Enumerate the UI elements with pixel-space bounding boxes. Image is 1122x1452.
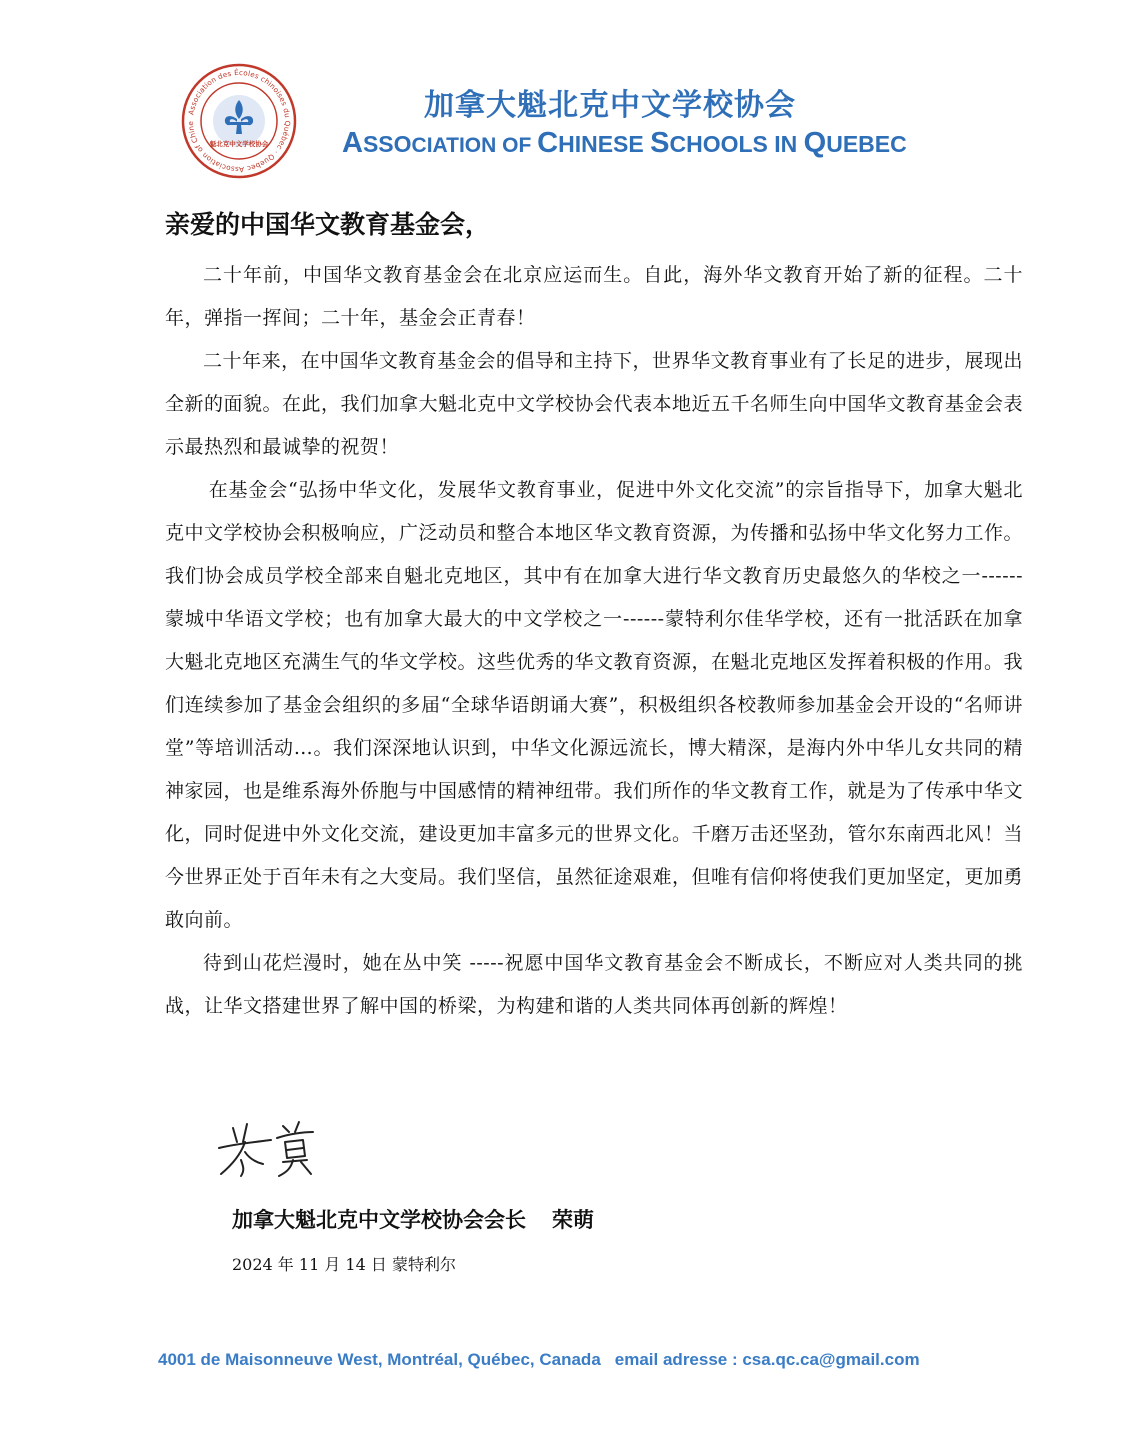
- logo-seal-graphic: [180, 62, 298, 180]
- letter-body: [165, 254, 1023, 1028]
- letter-paragraph-2: 二十年来，在中国华文教育基金会的倡导和主持下，世界华文教育事业有了长足的进步，展现出全新的面貌。在此，我们加拿大魁北克中文学校协会代表本地近五千名师生向中国华文教育基金会表示最热烈和最诚挚的祝贺！: [165, 350, 1024, 458]
- svg-text:Association des Écoles chinois: Association des Écoles chinoises du Québec · Quebec Association of Chine: [185, 67, 293, 175]
- footer-address: 4001 de Maisonneuve West, Montréal, Québec, Canada: [158, 1350, 601, 1369]
- association-logo: [180, 62, 298, 180]
- letter-paragraph-1: 二十年前，中国华文教育基金会在北京应运而生。自此，海外华文教育开始了新的征程。二十年，弹指一挥间；二十年，基金会正青春！: [165, 264, 1023, 329]
- letter-paragraph-3: 在基金会“弘扬中华文化，发展华文教育事业，促进中外文化交流”的宗旨指导下，加拿大魁北克中文学校协会积极响应，广泛动员和整合本地区华文教育资源，为传播和弘扬中华文化努力工作。我们协会成员学校全部来自魁北克地区，其中有在加拿大进行华文教育历史最悠久的华校之一------ 蒙城中华语文学校；也有加拿大最大的中文学校之一------蒙特利尔佳华学校，还有一批活跃在加拿大魁北克地区充满生气的华文学校。这些优秀的华文教育资源，在魁北克地区发挥着积极的作用。我们连续参加了基金会组织的多届“全球华语朗诵大赛”，积极组织各校教师参加基金会开设的“名师讲堂”等培训活动…。我们深深地认识到，中华文化源远流长，博大精深，是海内外中华儿女共同的精神家园，也是维系海外侨胞与中国感情的精神纽带。我们所作的华文教育工作，就是为了传承中华文化，同时促进中外文化交流，建设更加丰富多元的世界文化。千磨万击还坚劲，管尔东南西北风！当今世界正处于百年未有之大变局。我们坚信，虽然征途艰难，但唯有信仰将使我们更加坚定，更加勇敢向前。: [165, 479, 1024, 931]
- signature-position: 加拿大魁北克中文学校协会会长: [232, 1207, 526, 1232]
- letter-salutation: 亲爱的中国华文教育基金会，: [165, 210, 491, 239]
- signature-title: [232, 1204, 594, 1234]
- letter-paragraph-4: 待到山花烂漫时，她在丛中笑 -----祝愿中国华文教育基金会不断成长，不断应对人类共同的挑战，让华文搭建世界了解中国的桥梁，为构建和谐的人类共同体再创新的辉煌！: [165, 952, 1023, 1017]
- letter-date: 2024 年 11 月 14 日 蒙特利尔: [232, 1255, 456, 1274]
- footer-email: email adresse : csa.qc.ca@gmail.com: [614, 1350, 920, 1369]
- header-title-english: ASSOCIATION OF CHINESE SCHOOLS IN QUEBEC: [342, 127, 907, 159]
- footer-contact: [158, 1350, 920, 1370]
- svg-text:魁北克中文学校协会: 魁北克中文学校协会: [209, 140, 269, 148]
- signature-name: 荣萌: [552, 1207, 594, 1232]
- handwritten-signature: [215, 1118, 325, 1180]
- signature-graphic: [215, 1118, 325, 1180]
- header-title-chinese: 加拿大魁北克中文学校协会: [424, 88, 796, 123]
